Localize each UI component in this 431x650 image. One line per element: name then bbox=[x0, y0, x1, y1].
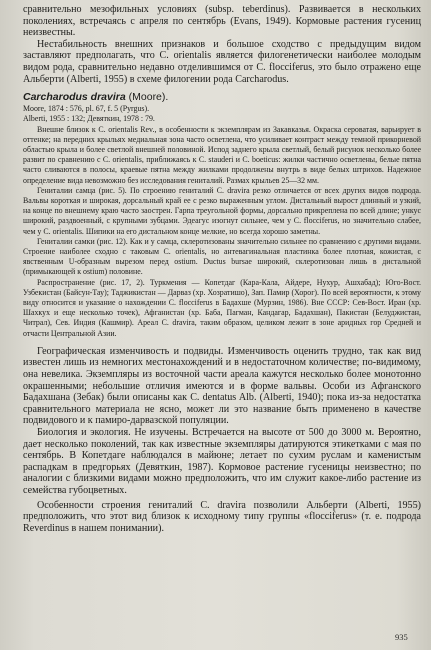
intro-paragraph: сравнительно мезофильных условиях (subsp. teberdinus). Развивается в нескольких поколениях, встречаясь с апреля по сентябрь (Evans, 1949). Кормовые растения гусениц неизвестны. bbox=[23, 4, 421, 39]
phylogeny-paragraph: Нестабильность внешних признаков и большое сходство с предыдущим видом заставляют предполагать, что C. orientalis является филогенетически наиболее молодым видом рода, сравнительно недавно отделившимся от C. flocciferus, это было отражено еще Альберти (Alberti, 1955) в схеме филогении рода Carcharodus. bbox=[23, 38, 421, 85]
alberti-paragraph: Особенности строения гениталий C. dravira позволили Альберти (Alberti, 1955) предположить, что этот вид близок к исходному типу группы «flocciferus» (т. е. подрода Reverdinus в нашем понимании). bbox=[23, 499, 421, 534]
female-genitalia-paragraph: Гениталии самки (рис. 12). Как и у самца, склеротизованы значительно сильнее по сравнению с другими видами. Строение наиболее сходно с таковым C. orientalis, но антевагинальная пластинка более плотная, кожистая, с явственным U-образным вырезом перед ostium. Ductus bursae широкий, склеротизован лишь в дистальной (примыкающей к ostium) половине. bbox=[23, 236, 421, 277]
page-text-column bbox=[23, 4, 421, 534]
biology-paragraph: Биология и экология. Не изучены. Встречается на высоте от 500 до 3000 м. Вероятно, дает несколько поколений, так как известные экземпляры датируются этикетками с мая по сентябрь. В Копетдаге наблюдался в майюне; летает по сухим руслам и каменистым распадкам в предгорьях (Девяткин, 1987). Кормовое растение гусеницы неизвестно; по аналогии с близкими видами можно предположить, что им служит какое-либо растение из семейства губоцветных. bbox=[23, 426, 421, 496]
synonymy-line-2: Alberti, 1955 : 132; Девяткин, 1978 : 79. bbox=[23, 114, 155, 124]
species-heading bbox=[23, 91, 421, 104]
geographic-variation-paragraph: Географическая изменчивость и подвиды. Изменчивость оценить трудно, так как вид известен лишь из немногих местонахождений и в недостаточном количестве; по-видимому, она невелика. Экземпляры из восточной части ареала кажутся несколько более монотонно окрашенными; небольшие отличия имеются и в форме вальвы. Особи из Афганского Бадахшана (Зебак) были описаны как C. dentatus Alb. (Alberti, 1940); пока из-за недостатка сравнительного материала не ясно, может ли это название быть применено в качестве подвидового и к памиро-дарвазской популяции. bbox=[23, 345, 421, 427]
page-number: 935 bbox=[395, 632, 408, 642]
distribution-paragraph: Распространение (рис. 17, 2). Туркмения — Копетдаг (Кара-Кала, Айдере, Нухур, Ашхабад); Юго-Вост. Узбекистан (Байсун-Тау); Таджикистан — Дарваз (хр. Хозратишо), Зап. Памир (Хорог). По всей вероятности, к этому виду относится и указание о нахождении C. flocciferus в Бадахше (Мурзин, 1986). Вне СССР: Сев-Вост. Иран (хр. Шахкух и еще несколько точек), Афганистан (хр. Баба, Пагман, Кандагар, Бадахшан), Пакистан (Белуджистан, Читрал), Сев. Индия (Кашмир). Ареал C. dravira, таким образом, целиком лежит в зоне аридных гор Средней и отчасти Центральной Азии. bbox=[23, 277, 421, 338]
external-description: Внешне близок к C. orientalis Rev., в особенности к экземплярам из Закавказья. Окраска сероватая, варьирует в оттенке; на передних крыльях медиальная зона часто осветлена, что усиливает контраст между темной прикорневой областью крыла и более светлой внешней половиной. Испод заднего крыла светлый, белый рисунок несколько более развит по сравнению с C. orientalis, приближаясь к C. stauderi и C. boeticus: жилки частично осветлены, белые пятна часто сливаются в полосы, краевые пятна между жилками продолжены внутрь в виде белых штрихов. Надежное определение вида невозможно без исследования гениталий. Размах крыльев 25—32 мм. bbox=[23, 124, 421, 185]
male-genitalia-paragraph: Гениталии самца (рис. 5). По строению гениталий C. dravira резко отличается от всех других видов подрода. Вальвы короткая и широкая, дорсальный край ее с резко выраженным углом. Дистальный вырост длинный и узкий, на конце по внешнему краю часто заострен. Гарпа треугольной формы, дорсально прикреплена по всей длине; ункус широкий, раздвоенный, с крупными зубцами. Эдеагус изогнут сильнее, чем у C. flocciferus, но значительно слабее, чем у C. orientalis. Шипики на его дистальном конце мелкие, но всегда хорошо заметны. bbox=[23, 185, 421, 236]
species-title: Carcharodus dravira bbox=[23, 91, 126, 104]
synonymy-line-1: Moore, 1874 : 576, pl. 67, f. 5 (Pyrgus). bbox=[23, 104, 150, 114]
species-author: (Moore). bbox=[128, 91, 169, 104]
